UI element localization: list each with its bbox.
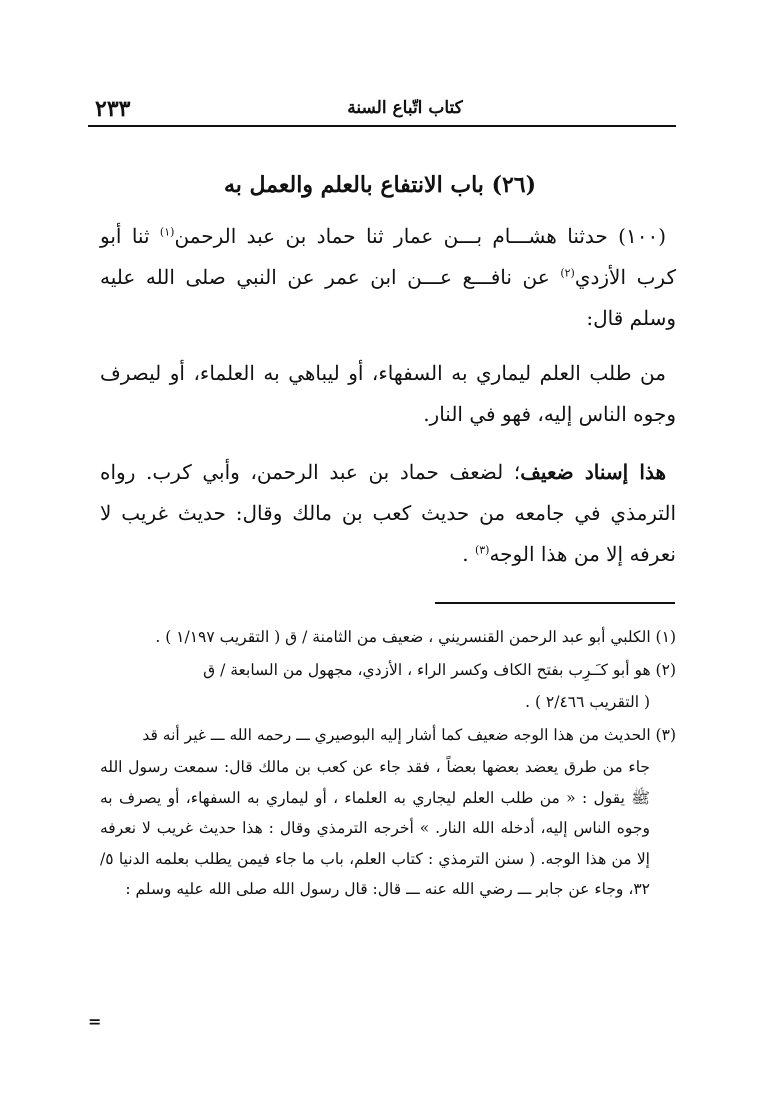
- grade-bold: هذا إسناد ضعيف: [520, 460, 667, 484]
- hadith-grading: [100, 452, 676, 575]
- header-rule: [88, 125, 676, 127]
- matn-text: من طلب العلم ليماري به السفهاء، أو ليباهي به العلماء، أو ليصرف وجوه الناس إليه، فهو في النار.: [100, 361, 676, 426]
- takhrij-text: رواه الترمذي في جامعه من حديث كعب بن مالك وقال: حديث غريب لا نعرفه إلا من هذا الوجه: [100, 460, 676, 566]
- footnote-ref-2: (٢): [560, 266, 575, 280]
- isnad-line-1: (١٠٠) حدثنا هشـــام بـــن عمار ثنا حماد بن عبد الرحمن: [174, 224, 667, 248]
- footnote-3: (٣) الحديث من هذا الوجه ضعيف كما أشار إليه البوصيري ـــ رحمه الله ـــ غير أنه قد: [142, 725, 676, 744]
- hadith-isnad: [100, 216, 676, 339]
- margin-continuation-mark: =: [88, 1012, 102, 1031]
- running-header-title: كتاب اتّباع السنة: [347, 98, 463, 118]
- footnote-ref-1: (١): [159, 225, 175, 239]
- grade-rest: ؛ لضعف حماد بن عبد الرحمن، وأبي كرب.: [146, 460, 521, 484]
- footnote-1: (١) الكلبي أبو عبد الرحمن القنسريني ، ضعيف من الثامنة / ق ( التقريب ١/١٩٧ ) .: [155, 628, 676, 646]
- hadith-matn: [100, 353, 676, 435]
- chapter-heading: (٢٦) باب الانتفاع بالعلم والعمل به: [223, 172, 537, 198]
- footnotes: [100, 622, 676, 907]
- footnotes-rule: [435, 602, 675, 604]
- footnote-2: (٢) هو أبو كـَـرِب بفتح الكاف وكسر الراء ، الأزدي، مجهول من السابعة / ق: [203, 660, 676, 679]
- takhrij-end: .: [462, 542, 475, 566]
- footnote-2-continued: ( التقريب ٢/٤٦٦ ) .: [525, 693, 650, 711]
- footnote-3-continued: جاء من طرق يعضد بعضها بعضاً ، فقد جاء عن كعب بن مالك قال: سمعت رسول الله ﷺ يقول : « من طلب العلم ليجاري به العلماء ، أو ليماري به السفهاء، أو يصرف به وجوه الناس إليه، أدخله الله النار. » أخرجه الترمذي وقال : هذا حديث غريب لا نعرفه إلا من هذا الوجه. ( سنن الترمذي : كتاب العلم، باب ما جاء فيمن يطلب بعلمه الدنيا ٥/ ٣٢، وجاء عن جابر ـــ رضي الله عنه ـــ قال: قال رسول الله صلى الله عليه وسلم :: [100, 758, 650, 898]
- footnote-ref-3: (٣): [474, 543, 490, 557]
- isnad-line-2a: ثنا أبو كرب الأزدي: [100, 224, 676, 289]
- page-number: ٢٣٣: [95, 96, 131, 122]
- isnad-line-2b: عن نافـــع عـــن ابن عمر عن النبي صلى الله عليه وسلم قال:: [100, 265, 676, 330]
